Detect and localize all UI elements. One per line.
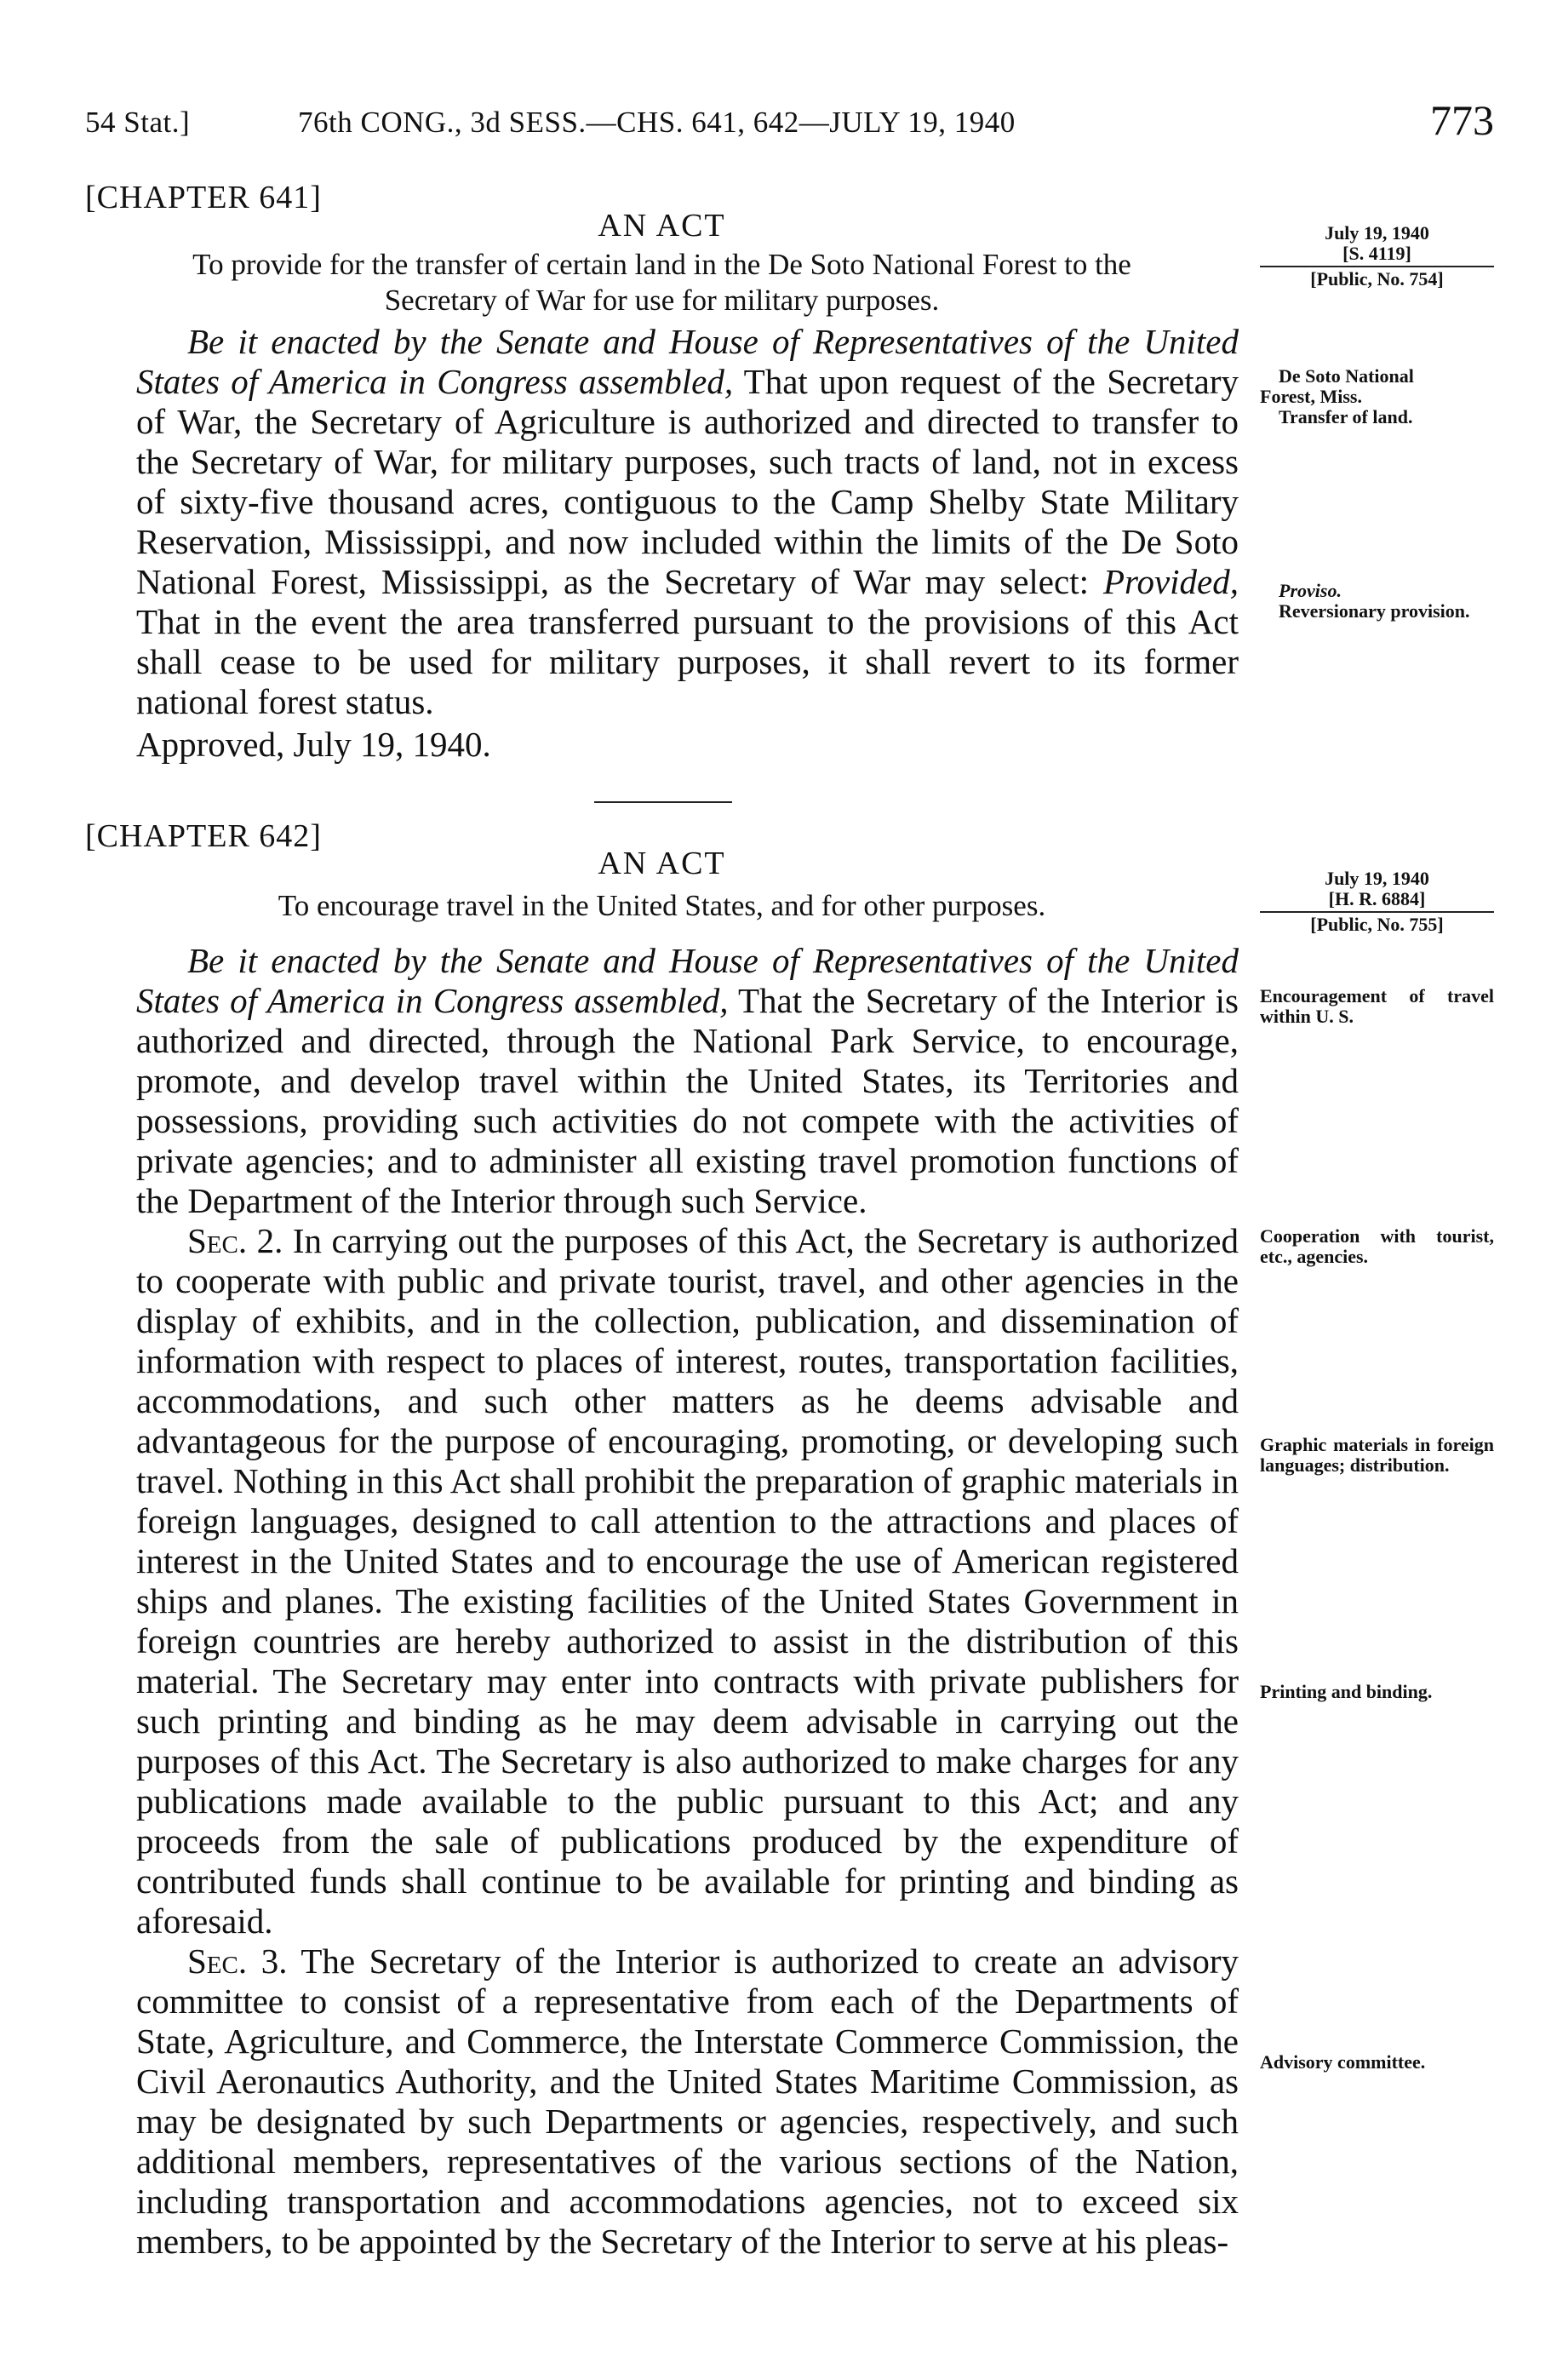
chapter-642-body [136, 941, 1239, 2262]
chapter-641-enacting-clause: Be it enacted by the Senate and House of Representatives of the United States of America in Congress assembled, [136, 322, 1239, 401]
chapter-642-section1-text: That the Secretary of the Interior is authorized and directed, through the National Park Service, to encourage, promote, and develop travel within the United States, its Territories and possessions, providing such activities do not compete with the activities of private agencies; and to administer all existing travel promotion functions of the Department of the Interior through such Service. [136, 981, 1239, 1220]
chapter-641-title [85, 247, 1239, 318]
note-proviso-label: Proviso. [1279, 580, 1342, 601]
chapter-641-date: July 19, 1940 [1325, 222, 1429, 244]
note-printing-binding: Printing and binding. [1260, 1681, 1433, 1702]
section-3-text: The Secretary of the Interior is authorized to create an advisory committee to consist of a representative from each of the Departments of State, Agriculture, and Commerce, the Interstate Commerce Commission, the Civil Aeronautics Authority, and the United States Maritime Commission, as may be designated by such Departments or agencies, respectively, and such additional members, representatives of the various sections of the Nation, including transportation and accommodations agencies, not to exceed six members, to be appointed by the Secretary of the Interior to serve at his pleas- [136, 1941, 1239, 2261]
chapter-641-title-line2: Secretary of War for use for military purposes. [384, 284, 940, 317]
note-desoto-line2: Forest, Miss. [1260, 386, 1362, 407]
note-desoto-forest [1260, 366, 1494, 427]
running-header [85, 95, 1494, 146]
chapter-641-margin-citation [1260, 223, 1494, 290]
chapter-642-title: To encourage travel in the United States, and for other purposes. [278, 889, 1046, 922]
chapter-641-heading: AN ACT [598, 208, 726, 244]
note-proviso [1260, 581, 1494, 622]
session-chapters-date: 76th CONG., 3d SESS.—CHS. 641, 642—JULY 19, 1940 [298, 106, 1016, 139]
chapter-641-body [136, 322, 1239, 722]
note-reversionary: Reversionary provision. [1279, 600, 1470, 622]
note-desoto-line3: Transfer of land. [1279, 406, 1413, 427]
chapter-641-public-law: [Public, No. 754] [1310, 268, 1444, 290]
page-number: 773 [1430, 96, 1494, 144]
chapter-642-margin-citation [1260, 869, 1494, 935]
chapter-divider [594, 801, 732, 803]
chapter-641-bill-number: [S. 4119] [1260, 244, 1494, 267]
chapter-641-approval: Approved, July 19, 1940. [136, 725, 491, 764]
section-2-text: In carrying out the purposes of this Act, the Secretary is authorized to cooperate with public and private tourist, travel, and other agencies in the display of exhibits, and in the collection, publication, and dissemination of information with respect to places of interest, routes, transportation facilities, accommodations, and such other matters as he deems advisable and advantageous for the purpose of encouraging, promoting, or developing such travel. Nothing in this Act shall prohibit the preparation of graphic materials in foreign languages, designed to call attention to the attractions and places of interest in the United States and to encourage the use of American registered ships and planes. The existing facilities of the United States Government in foreign countries are hereby authorized to assist in the distribution of this material. The Secretary may enter into contracts with private publishers for such printing and binding as he may deem advisable in carrying out the purposes of this Act. The Secretary is also authorized to make charges for any publications made available to the public pursuant to this Act; and any proceeds from the sale of publications produced by the expenditure of contributed funds shall continue to be available for printing and binding as aforesaid. [136, 1221, 1239, 1941]
chapter-642-enacting-clause: Be it enacted by the Senate and House of Representatives of the United States of America in Congress assembled, [136, 941, 1239, 1020]
chapter-641-text-part1: That upon request of the Secretary of War, the Secretary of Agriculture is authorized and directed to transfer to the Secretary of War, for military purposes, such tracts of land, not in excess of sixty-five thousand acres, contiguous to the Camp Shelby State Military Reservation, Mississippi, and now included within the limits of the De Soto National Forest, Mississippi, as the Secretary of War may select: [136, 362, 1239, 601]
chapter-641-text-part2: That in the event the area transferred pursuant to the provisions of this Act shall cease to be used for military purposes, it shall revert to its former national forest status. [136, 602, 1239, 721]
note-encouragement: Encouragement of travel within U. S. [1260, 985, 1494, 1027]
chapter-641-provided: Provided, [1102, 562, 1239, 601]
chapter-642-bill-number: [H. R. 6884] [1260, 889, 1494, 913]
section-2-label: Sec. 2. [187, 1221, 283, 1260]
chapter-641-label: [CHAPTER 641] [85, 180, 322, 215]
chapter-641-title-line1: To provide for the transfer of certain land in the De Soto National Forest to the [192, 248, 1131, 281]
note-cooperation: Cooperation with tourist, etc., agencies. [1260, 1225, 1494, 1267]
chapter-642-label: [CHAPTER 642] [85, 818, 322, 854]
note-desoto-line1: De Soto National [1279, 365, 1414, 387]
statute-volume: 54 Stat.] [85, 106, 191, 139]
note-graphic-materials: Graphic materials in foreign languages; distribution. [1260, 1434, 1494, 1476]
note-advisory-committee: Advisory committee. [1260, 2051, 1426, 2073]
section-3-label: Sec. 3. [187, 1941, 288, 1981]
chapter-642-date: July 19, 1940 [1325, 868, 1429, 889]
chapter-642-heading: AN ACT [598, 846, 726, 881]
chapter-642-public-law: [Public, No. 755] [1310, 914, 1444, 935]
